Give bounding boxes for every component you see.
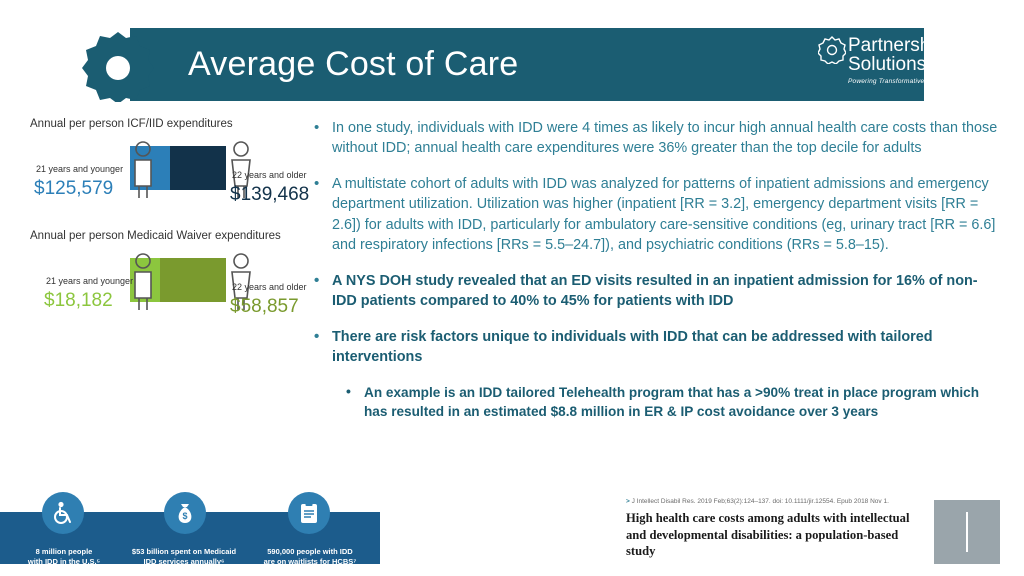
money-bag-icon <box>164 492 206 534</box>
chevron-right-icon: > <box>626 498 630 506</box>
svg-text:$: $ <box>182 511 188 521</box>
chart2-right-label: 22 years and older <box>232 282 307 292</box>
stat-line-1: 8 million people <box>35 547 93 557</box>
stat-line-1: 590,000 people with IDD <box>267 547 353 557</box>
chart2-right-value: $58,857 <box>230 296 299 317</box>
chart1-right-value: $139,468 <box>230 184 310 205</box>
clipboard-icon <box>288 492 330 534</box>
logo-line-2: Solutions <box>848 54 927 75</box>
chart1-figure <box>30 136 318 208</box>
gear-icon <box>82 30 154 102</box>
logo-line-1: Partnership <box>848 35 946 56</box>
chart1-caption: Annual per person ICF/IID expenditures <box>30 118 233 130</box>
chart1-bar-right <box>170 146 226 190</box>
chart2-bar-right <box>160 258 226 302</box>
chart1-left-label: 21 years and younger <box>36 164 124 174</box>
logo-tagline: Powering Transformative I/DD Care <box>848 78 958 85</box>
bullet-item: • A NYS DOH study revealed that an ED visits resulted in an inpatient admission for 16% of non-IDD patients compared to 40% to 45% for patients with IDD <box>310 271 1000 312</box>
stat-line-2: are on waitlists for HCBS⁷ <box>263 556 357 566</box>
stat-line-2: with IDD in the U.S.⁵ <box>27 556 101 566</box>
bullet-item: • There are risk factors unique to individuals with IDD that can be addressed with tailored interventions <box>310 327 1000 368</box>
wheelchair-icon <box>42 492 84 534</box>
chart1-left-value: $125,579 <box>34 178 114 199</box>
person-icon <box>126 140 160 200</box>
stat-item <box>124 547 244 566</box>
chart1-right-label: 22 years and older <box>232 170 307 180</box>
brand-logo <box>814 32 1014 96</box>
citation-block <box>626 498 926 560</box>
stat-line-1: $53 billion spent on Medicaid <box>131 547 237 557</box>
chart2-caption: Annual per person Medicaid Waiver expenditures <box>30 230 281 242</box>
bullet-list <box>310 118 1000 421</box>
sub-bullet-item: • An example is an IDD tailored Telehealth program that has a >90% treat in place program which has resulted in an estimated $8.8 million in ER & IP cost avoidance over 3 years <box>338 383 1000 422</box>
page-title: Average Cost of Care <box>188 45 519 83</box>
citation-title: High health care costs among adults with intellectual and developmental disabilities: a population-based study <box>626 511 910 559</box>
stat-item <box>250 547 370 566</box>
cost-infographic <box>30 118 318 320</box>
citation-journal <box>626 498 926 505</box>
decorative-bar <box>966 512 968 552</box>
chart2-figure <box>30 248 318 320</box>
stat-line-2: IDD services annually⁶ <box>143 556 225 566</box>
stat-item <box>4 547 124 566</box>
decorative-block <box>934 500 1000 564</box>
citation-journal-text: J Intellect Disabil Res. 2019 Feb;63(2):124–137. doi: 10.1111/jir.12554. Epub 2018 Nov 1. <box>631 498 889 506</box>
bullet-item: • A multistate cohort of adults with IDD was analyzed for patterns of inpatient admissions and emergency department utilization. Utilization was higher (inpatient [RR = 3.2], emergency department visits [RR = 2.6]) for adults with IDD, particularly for ambulatory care-sensitive conditions (eg, urinary tract [RR = 6.6] and respiratory infections [RRs = 5.5–24.7]), and psychiatric conditions (RRs = 5.8–15). <box>310 174 1000 256</box>
chart2-left-value: $18,182 <box>44 290 113 311</box>
bullet-item: • In one study, individuals with IDD were 4 times as likely to incur high annual health care costs than those without IDD; annual health care expenditures were 36% greater than the top decile for adults <box>310 118 1000 159</box>
logo-gear-icon <box>818 36 846 64</box>
chart2-left-label: 21 years and younger <box>46 276 134 286</box>
